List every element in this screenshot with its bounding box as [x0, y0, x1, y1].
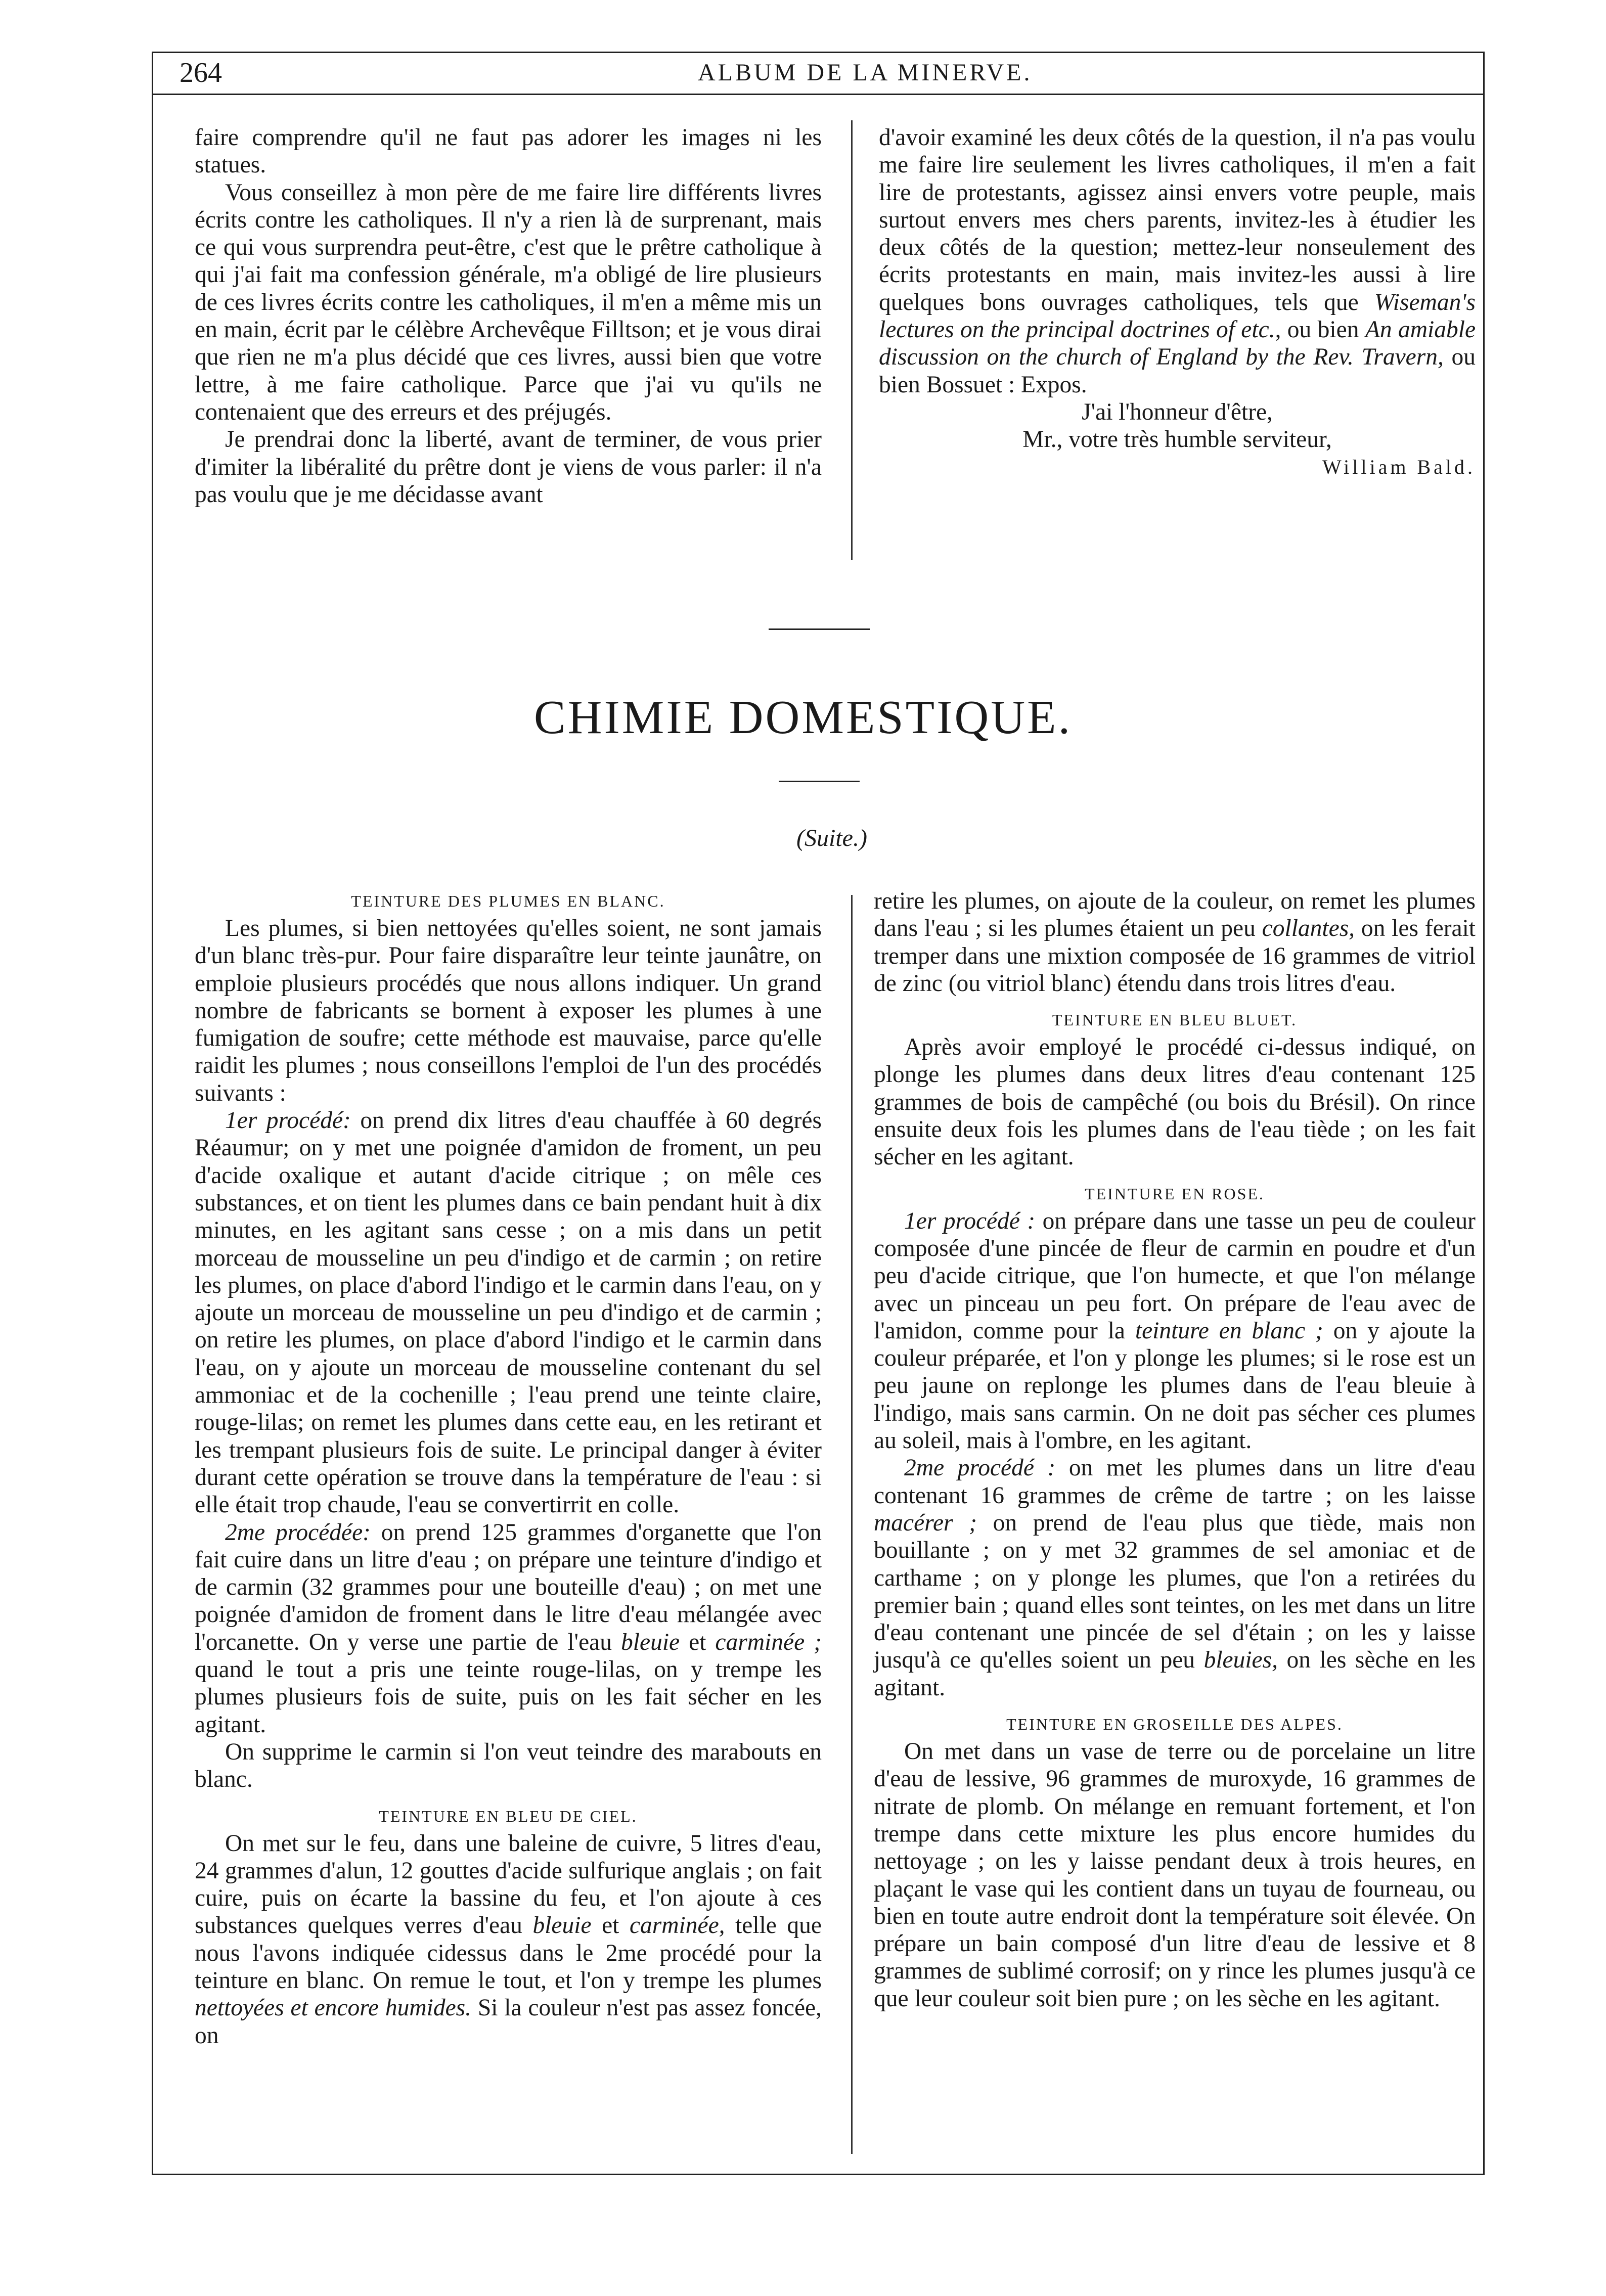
- article-text: et: [591, 1912, 630, 1939]
- article-text: on prend 125 grammes d'organette que l'on fait cuire dans un litre d'eau ; on prépare une teinture d'indigo et de carmin (32 grammes pour une bouteille d'eau) ; on met une poignée d'amidon de froment dans le litre d'eau mélangée avec l'orcanette. On y verse une partie de l'eau: [195, 1519, 822, 1655]
- emphasis: collantes,: [1262, 915, 1355, 942]
- subheading-rose: TEINTURE EN ROSE.: [1085, 1184, 1265, 1203]
- emphasis: teinture en blanc ;: [1135, 1317, 1323, 1344]
- frame-bottom-rule: [152, 2174, 1485, 2175]
- article-text: quand le tout a pris une teinte rouge-lilas, on y trempe les plumes plusieurs fois de suite, puis on les fait sécher en les agitant.: [195, 1656, 822, 1738]
- suite-label: (Suite.): [796, 825, 867, 851]
- article-text: On met sur le feu, dans une baleine de cuivre, 5 litres d'eau, 24 grammes d'alun, 12 gouttes d'acide sulfurique anglais ; on fait cuire, puis on écarte la bassine du feu, et l'on ajoute à ces substances quelques verres d'eau: [195, 1830, 822, 1939]
- book-title: An amiable discussion on the church of England by the Rev. Travern,: [879, 317, 1476, 371]
- letter-paragraph: Vous conseillez à mon père de me faire lire différents livres écrits contre les catholiques. Il n'y a rien là de surprenant, mais ce qui vous surprendra peut-être, c'est que le prêtre catholique à qui j'ai fait ma confession générale, m'a obligé de lire plusieurs de ces livres écrits contre les catholiques, il m'en a même mis un en main, écrit par le célèbre Archevêque Filltson; et je vous dirai que rien ne m'a plus décidé que ces livres, aussi bien que votre lettre, à me faire catholique. Parce que j'ai vu qu'ils ne contenaient que des erreurs et des préjugés.: [195, 179, 822, 425]
- procedure-label: 2me procédé :: [904, 1455, 1056, 1481]
- procedure-label: 2me procédée:: [225, 1519, 371, 1546]
- article-text: on prend dix litres d'eau chauffée à 60 degrés Réaumur; on y met une poignée d'amidon de froment, un peu d'acide oxalique et autant d'acide citrique ; on mêle ces substances, et on tient les plumes dans ce bain pendant huit à dix minutes, en les agitant sans cesse ; on a mis dans un petit morceau de mousseline un peu d'indigo et de carmin ; on retire les plumes, on place d'abord l'indigo et le carmin dans l'eau, on y ajoute un morceau de mousseline un peu d'indigo et de carmin ; on retire les plumes, on place d'abord l'indigo et le carmin dans l'eau, on y ajoute un morceau de mousseline contenant du sel ammoniac et de la cochenille ; l'eau prend une teinte claire, rouge-lilas; on remet les plumes dans cette eau, en les retirant et les trempant plusieurs fois de suite. Le principal danger à éviter durant cette opération se trouve dans la température de l'eau : si elle était trop chaude, l'eau se convertirrit en colle.: [195, 1107, 822, 1518]
- letter-text: ou bien Bossuet : Expos.: [879, 344, 1476, 398]
- article-text: on prépare dans une tasse un peu de couleur composée d'une pincée de fleur de carmin en poudre et d'un peu d'acide citrique, que l'on humecte, et que l'on mélange avec un pinceau un peu fort. On prépare de l'eau avec de l'amidon, comme pour la: [874, 1207, 1476, 1344]
- subheading-blanc: TEINTURE DES PLUMES EN BLANC.: [351, 892, 665, 910]
- article-paragraph: [874, 887, 1476, 997]
- closing-line: Mr., votre très humble serviteur,: [1022, 426, 1332, 453]
- emphasis: macérer ;: [874, 1509, 977, 1536]
- emphasis: carminée,: [629, 1912, 725, 1939]
- frame-top-rule: [152, 52, 1485, 53]
- book-title: Wiseman's lectures on the principal doctrines of etc.,: [879, 289, 1476, 343]
- article-paragraph: Les plumes, si bien nettoyées qu'elles soient, ne sont jamais d'un blanc très-pur. Pour faire disparaître leur teinte jaunâtre, on emploie plusieurs procédés que nous allons indiquer. Un grand nombre de fabricants se bornent à exposer les plumes à une fumigation de soufre; cette méthode est mauvaise, parce qu'elle raidit les plumes ; nous conseillons l'emploi de l'un des procédés suivants :: [195, 915, 822, 1106]
- subheading-bluet: TEINTURE EN BLEU BLUET.: [1052, 1011, 1298, 1029]
- running-head: ALBUM DE LA MINERVE.: [698, 59, 1033, 86]
- article-column-left: [195, 887, 822, 2049]
- article-text: on les ferait tremper dans une mixtion composée de 16 grammes de vitriol de zinc (ou vitriol blanc) étendu dans trois litres d'eau.: [874, 915, 1476, 997]
- column-divider: [851, 895, 853, 2154]
- column-divider: [851, 120, 853, 560]
- letter-paragraph: [879, 124, 1476, 398]
- article-paragraph: [195, 1830, 822, 2049]
- frame-left-rule: [152, 52, 153, 2175]
- article-paragraph: Après avoir employé le procédé ci-dessus indiqué, on plonge les plumes dans deux litres d'eau contenant 125 grammes de bois de campêché (ou bois du Brésil). On rince ensuite deux fois les plumes dans de l'eau tiède ; on les fait sécher en les agitant.: [874, 1034, 1476, 1170]
- header-rule: [152, 94, 1485, 95]
- article-column-right: [874, 887, 1476, 2012]
- signature: William Bald.: [1322, 455, 1476, 478]
- article-paragraph: [874, 1207, 1476, 1455]
- article-text: telle que nous l'avons indiquée cidessus dans le 2me procédé pour la teinture en blanc. On remue le tout, et l'on y trempe les plumes: [195, 1912, 822, 1994]
- letter-column-left: [195, 124, 822, 508]
- letter-text: d'avoir examiné les deux côtés de la question, il n'a pas voulu me faire lire seulement les livres catholiques, il m'en a fait lire de protestants, agissez ainsi envers votre peuple, mais surtout envers mes chers parents, invitez-les à étudier les deux côtés de la question; mettez-leur nonseulement des écrits protestants en main, mais invitez-les aussi à lire quelques bons ouvrages catholiques, tels que: [879, 124, 1476, 316]
- procedure-label: 1er procédé:: [225, 1107, 351, 1134]
- article-paragraph: On supprime le carmin si l'on veut teindre des marabouts en blanc.: [195, 1738, 822, 1793]
- article-text: Si la couleur n'est pas assez foncée, on: [195, 1995, 822, 2049]
- emphasis: nettoyées et encore humides.: [195, 1995, 472, 2021]
- letter-paragraph: faire comprendre qu'il ne faut pas adorer les images ni les statues.: [195, 124, 822, 178]
- article-text: retire les plumes, on ajoute de la couleur, on remet les plumes dans l'eau ; si les plumes étaient un peu: [874, 888, 1476, 942]
- section-title: CHIMIE DOMESTIQUE.: [533, 691, 1073, 744]
- subheading-groseille: TEINTURE EN GROSEILLE DES ALPES.: [1006, 1715, 1343, 1734]
- article-text: on prend de l'eau plus que tiède, mais non bouillante ; on y met 32 grammes de sel amoniac et de carthame ; on y plonge les plumes, que l'on a retirées du premier bain ; quand elles sont teintes, on les met dans un litre d'eau contenant une pincée de sel d'étain ; on les y laisse jusqu'à ce qu'elles soient un peu: [874, 1509, 1476, 1674]
- article-paragraph: [195, 1519, 822, 1738]
- emphasis: carminée ;: [715, 1629, 822, 1655]
- procedure-label: 1er procédé :: [904, 1207, 1036, 1234]
- section-separator-rule: [769, 628, 870, 630]
- emphasis: bleuie: [621, 1629, 680, 1655]
- frame-right-rule: [1483, 52, 1485, 2175]
- page-number: 264: [180, 57, 222, 88]
- article-paragraph: [195, 1107, 822, 1518]
- article-paragraph: On met dans un vase de terre ou de porcelaine un litre d'eau de lessive, 96 grammes de muroxyde, 16 grammes de nitrate de plomb. On mélange en remuant fortement, et l'on trempe dans cette mixture les plus encore humides du nettoyage ; on les y laisse pendant deux à trois heures, en plaçant le vase qui les contient dans un tuyau de fourneau, ou bien en toute autre endroit dont la température soit élevée. On prépare un bain composé d'un litre d'eau de lessive et 8 grammes de sublimé corrosif; on y rince les plumes jusqu'à ce que leur couleur soit bien pure ; on les sèche en les agitant.: [874, 1738, 1476, 2012]
- emphasis: bleuie: [532, 1912, 592, 1939]
- article-text: on met les plumes dans un litre d'eau contenant 16 grammes de crême de tartre ; on les laisse: [874, 1455, 1476, 1509]
- article-paragraph: [874, 1454, 1476, 1701]
- title-underline-rule: [779, 781, 860, 782]
- emphasis: bleuies,: [1203, 1647, 1278, 1674]
- letter-text: ou bien: [1287, 317, 1359, 343]
- closing-line: J'ai l'honneur d'être,: [1082, 398, 1273, 425]
- article-text: et: [680, 1629, 716, 1655]
- article-text: on y ajoute la couleur préparée, et l'on y plonge les plumes; si le rose est un peu jaune on replonge les plumes dans de l'eau bleuie à l'indigo, mais sans carmin. On ne doit pas sécher ces plumes au soleil, mais à l'ombre, en les agitant.: [874, 1317, 1476, 1454]
- letter-column-right: [879, 124, 1476, 481]
- article-text: on les sèche en les agitant.: [874, 1647, 1476, 1701]
- letter-paragraph: Je prendrai donc la liberté, avant de terminer, de vous prier d'imiter la libéralité du prêtre dont je viens de vous parler: il n'a pas voulu que je me décidasse avant: [195, 426, 822, 508]
- subheading-ciel: TEINTURE EN BLEU DE CIEL.: [379, 1807, 638, 1825]
